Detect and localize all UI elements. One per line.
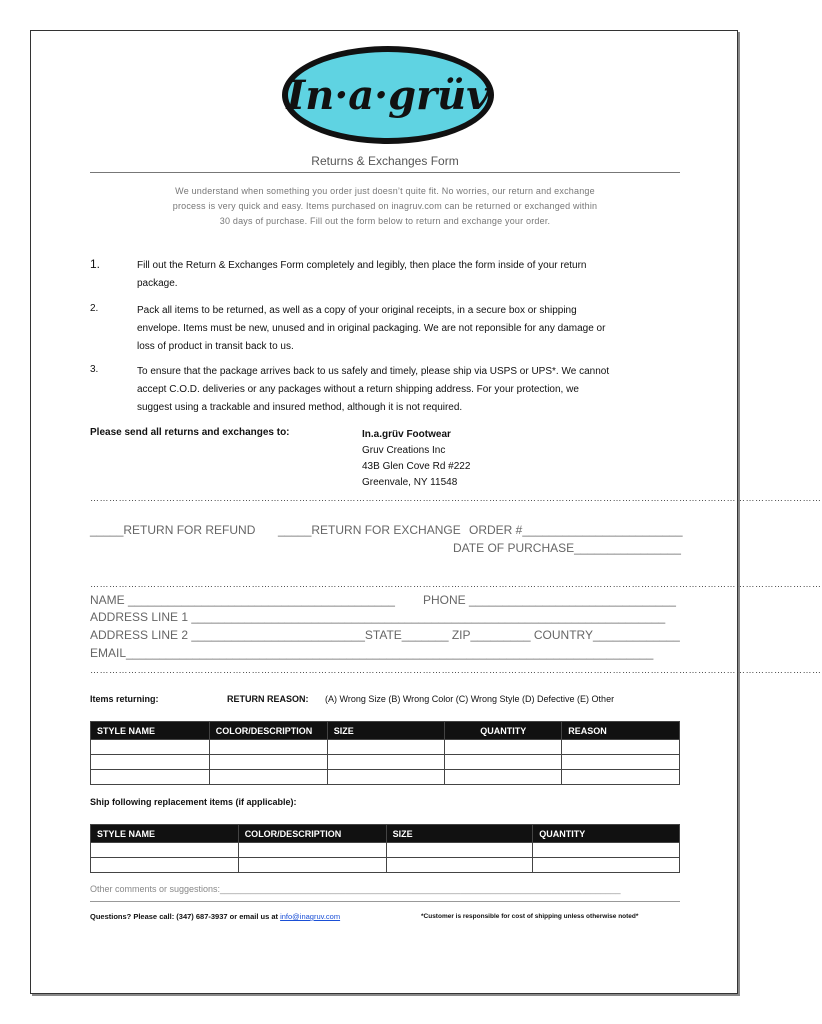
address-name: In.a.grüv Footwear [362,429,451,440]
header-color-description: COLOR/DESCRIPTION [209,722,327,740]
step-line: loss of product in transit back to us. [137,341,294,352]
intro-text [120,184,650,229]
table-cell[interactable] [327,770,445,785]
table-cell[interactable] [445,755,562,770]
table-cell[interactable] [91,770,210,785]
return-for-refund-field[interactable]: _____RETURN FOR REFUND [90,523,256,537]
table-cell[interactable] [91,740,210,755]
step-line: Fill out the Return & Exchanges Form completely and legibly, then place the form inside of your return [137,260,587,271]
table-cell[interactable] [209,770,327,785]
table-cell[interactable] [445,770,562,785]
table-cell[interactable] [238,858,386,873]
dotted-divider: …………………………………………………………………………………………………………………………………………………………………………………………………………… [90,493,822,503]
table-header-row [91,825,680,843]
phone-field[interactable]: PHONE _______________________________ [423,593,676,607]
table-cell[interactable] [533,843,680,858]
table-cell[interactable] [562,755,680,770]
address-line-2-field[interactable]: ADDRESS LINE 2 __________________________STATE_______ ZIP_________ COUNTRY_____________ [90,628,680,642]
dotted-divider: …………………………………………………………………………………………………………………………………………………………………………………………………………… [90,579,822,589]
step-number: 3. [90,364,99,375]
dotted-divider: …………………………………………………………………………………………………………………………………………………………………………………………………………… [90,665,822,675]
address-line: Greenvale, NY 11548 [362,477,458,488]
logo-text: In·a·grüv [286,72,490,119]
step-line: To ensure that the package arrives back to us safely and timely, please ship via USPS or UPS*. We cannot [137,366,610,377]
address-line: Gruv Creations Inc [362,445,446,456]
header-size: SIZE [327,722,445,740]
table-row [91,770,680,785]
step-line: suggest using a trackable and insured method, although it is not required. [137,402,463,413]
header-style-name: STYLE NAME [91,722,210,740]
return-for-exchange-field[interactable]: _____RETURN FOR EXCHANGE [278,523,461,537]
return-reason-label: RETURN REASON: [227,694,309,704]
table-cell[interactable] [91,858,239,873]
title-divider [90,172,680,173]
header-size: SIZE [386,825,533,843]
questions-text: Questions? Please call: (347) 687-3937 or email us at [90,912,281,921]
table-cell[interactable] [562,770,680,785]
table-cell[interactable] [327,755,445,770]
inagruv-logo [279,43,497,147]
name-field[interactable]: NAME ________________________________________ [90,593,395,607]
table-row [91,843,680,858]
comments-line [90,901,680,902]
return-address [362,427,470,491]
address-line-1-field[interactable]: ADDRESS LINE 1 _______________________________________________________________________ [90,610,666,624]
send-returns-label: Please send all returns and exchanges to: [90,427,290,438]
date-of-purchase-field[interactable]: DATE OF PURCHASE________________ [453,541,681,555]
form-title: Returns & Exchanges Form [311,154,459,168]
step-line: accept C.O.D. deliveries or any packages without a return shipping address. For your protection, we [137,384,579,395]
returns-table [90,721,680,785]
step-number: 1. [90,257,101,271]
intro-line: 30 days of purchase. Fill out the form below to return and exchange your order. [219,216,551,226]
intro-line: process is very quick and easy. Items purchased on inagruv.com can be returned or exchanged within [172,201,598,211]
header-quantity: QUANTITY [445,722,562,740]
table-cell[interactable] [386,843,533,858]
header-style-name: STYLE NAME [91,825,239,843]
table-cell[interactable] [238,843,386,858]
return-reason-options: (A) Wrong Size (B) Wrong Color (C) Wrong Style (D) Defective (E) Other [325,694,615,704]
table-row [91,740,680,755]
header-reason: REASON [562,722,680,740]
logo-oval-icon [279,43,497,147]
step-text [137,302,682,356]
comments-field[interactable]: Other comments or suggestions:________________________________________________________________________________ [90,884,621,894]
table-cell[interactable] [209,755,327,770]
step-text [137,257,682,293]
step-line: Pack all items to be returned, as well as a copy of your original receipts, in a secure box or shipping [137,305,577,316]
table-cell[interactable] [386,858,533,873]
table-cell[interactable] [327,740,445,755]
table-row [91,858,680,873]
ship-replacement-label: Ship following replacement items (if applicable): [90,797,297,807]
replacement-table [90,824,680,873]
address-line: 43B Glen Cove Rd #222 [362,461,471,472]
header-quantity: QUANTITY [533,825,680,843]
table-header-row [91,722,680,740]
header-color-description: COLOR/DESCRIPTION [238,825,386,843]
email-link[interactable]: info@inagruv.com [280,912,341,921]
table-cell[interactable] [91,755,210,770]
order-number-field[interactable]: ORDER #________________________ [469,523,683,537]
intro-line: We understand when something you order just doesn’t quite fit. No worries, our return and exchange [175,186,595,196]
table-cell[interactable] [91,843,239,858]
questions-contact [90,912,340,921]
step-number: 2. [90,303,99,314]
step-line: envelope. Items must be new, unused and in original packaging. We are not reponsible for any damage or [137,323,606,334]
table-row [91,755,680,770]
table-cell[interactable] [533,858,680,873]
table-cell[interactable] [562,740,680,755]
table-cell[interactable] [445,740,562,755]
shipping-cost-note: *Customer is responsible for cost of shipping unless otherwise noted* [421,913,639,920]
items-returning-label: Items returning: [90,694,159,704]
table-cell[interactable] [209,740,327,755]
email-field[interactable]: EMAIL_______________________________________________________________________________ [90,646,654,660]
step-text [137,363,682,417]
step-line: package. [137,278,178,289]
